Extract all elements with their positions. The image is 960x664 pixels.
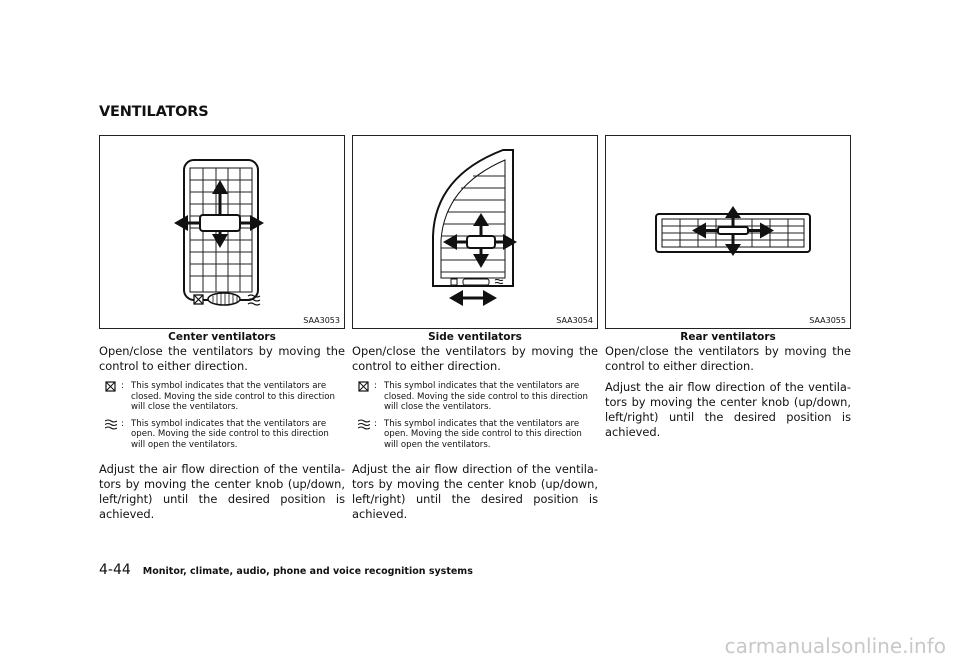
figure-caption: Rear ventilators [680, 331, 776, 343]
chapter-title: Monitor, climate, audio, phone and voice recognition systems [142, 566, 473, 577]
watermark: carmanualsonline.info [724, 634, 946, 658]
figure-code: SAA3054 [556, 316, 593, 325]
paragraph-open-close: Open/close the ventilators by moving the control to either direction. [99, 344, 345, 373]
page-number: 4-44 [99, 562, 131, 578]
side-ventilator-illustration [353, 136, 597, 328]
page-footer [99, 562, 473, 578]
column-center-ventilators [99, 135, 345, 522]
section-title: VENTILATORS [99, 104, 209, 120]
open-vent-icon [99, 419, 121, 451]
symbol-description: This symbol indicates that the ventilators are closed. Moving the side control to this direction will close the ventilators. [384, 381, 588, 412]
closed-vent-icon [194, 295, 203, 304]
paragraph-open-close: Open/close the ventilators by moving the control to either direction. [352, 344, 598, 373]
figure-caption: Center ventilators [168, 331, 276, 343]
figure-caption: Side ventilators [428, 331, 522, 343]
paragraph-airflow: Adjust the air flow direction of the ventila-tors by moving the center knob (up/down, left/right) until the desired position is achieved. [352, 462, 598, 521]
symbol-description: This symbol indicates that the ventilators are open. Moving the side control to this direction will open the ventilators. [384, 418, 582, 450]
column-side-ventilators [352, 135, 598, 522]
figure-rear-ventilators [605, 135, 851, 329]
figure-center-ventilators [99, 135, 345, 329]
center-ventilator-illustration [100, 136, 344, 328]
paragraph-airflow: Adjust the air flow direction of the ventila-tors by moving the center knob (up/down, left/right) until the desired position is achieved. [605, 380, 851, 439]
rear-ventilator-illustration [606, 136, 850, 328]
symbol-row-open: : This symbol indicates that the ventilators are open. Moving the side control to this direction will open the ventilators. [99, 419, 345, 451]
paragraph-airflow: Adjust the air flow direction of the ventila-tors by moving the center knob (up/down, left/right) until the desired position is achieved. [99, 462, 345, 521]
symbol-description: This symbol indicates that the ventilators are closed. Moving the side control to this direction will close the ventilators. [131, 381, 335, 412]
closed-vent-icon [352, 381, 374, 413]
column-rear-ventilators [605, 135, 851, 440]
symbol-row-closed: : This symbol indicates that the ventilators are closed. Moving the side control to this direction will close the ventilators. [352, 381, 598, 413]
closed-vent-icon [99, 381, 121, 413]
symbol-row-closed: : This symbol indicates that the ventilators are closed. Moving the side control to this direction will close the ventilators. [99, 381, 345, 413]
figure-code: SAA3055 [809, 316, 846, 325]
figure-side-ventilators [352, 135, 598, 329]
symbol-description: This symbol indicates that the ventilators are open. Moving the side control to this direction will open the ventilators. [131, 418, 329, 450]
figure-code: SAA3053 [303, 316, 340, 325]
symbol-row-open: : This symbol indicates that the ventilators are open. Moving the side control to this direction will open the ventilators. [352, 419, 598, 451]
open-vent-icon [352, 419, 374, 451]
paragraph-open-close: Open/close the ventilators by moving the control to either direction. [605, 344, 851, 373]
